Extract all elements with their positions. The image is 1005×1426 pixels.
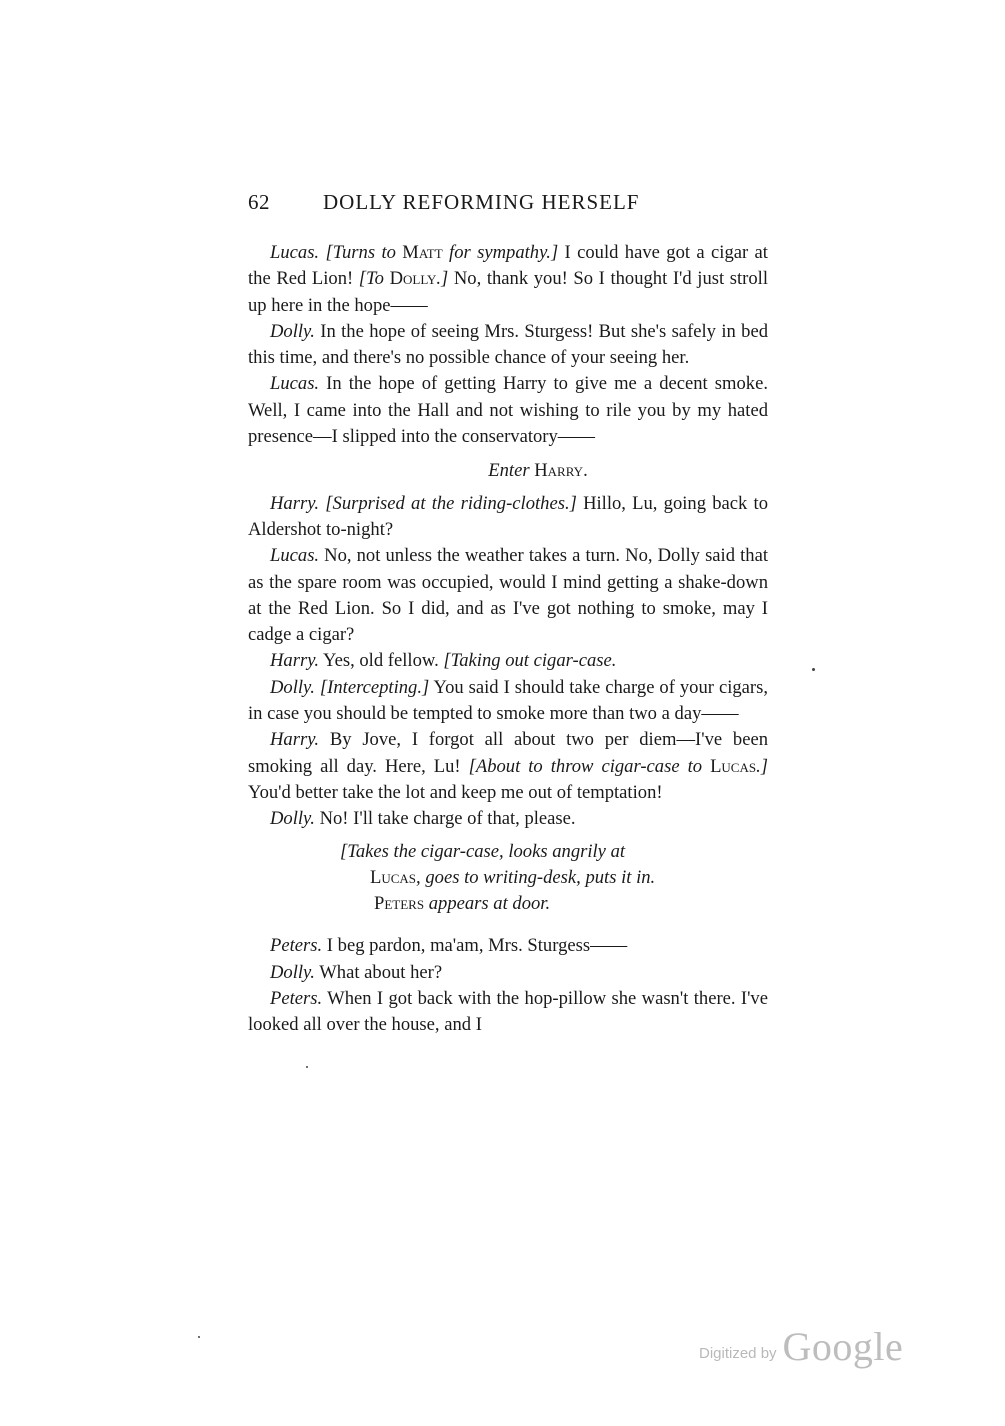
speaker-name: Lucas. (270, 373, 320, 395)
speech-paragraph (248, 806, 768, 832)
speaker-name: Harry. (270, 650, 320, 672)
dialogue: No! I'll take charge of that, please. (314, 808, 576, 830)
entrance-direction: Enter Harry. (488, 460, 588, 482)
dialogue: By Jove, I forgot all about two per diem—I've been smoking all day. Here, Lu! (248, 729, 768, 777)
speech-paragraph (248, 371, 768, 450)
dialogue: You'd better take the lot and keep me out of temptation! (248, 781, 663, 803)
play-text (248, 240, 768, 1039)
stage-direction: [To Dolly.] (358, 268, 449, 290)
speaker-name: Peters. (270, 935, 323, 957)
stage-direction: [Intercepting.] (319, 676, 430, 698)
dialogue: I beg pardon, ma'am, Mrs. Sturgess—— (322, 935, 628, 957)
dialogue: In the hope of seeing Mrs. Sturgess! But she's safely in bed this time, and there's no possible chance of your seeing her. (248, 320, 768, 369)
speech-paragraph (248, 543, 768, 648)
speech-paragraph (248, 933, 768, 959)
speech-paragraph (248, 986, 768, 1039)
character-name: Matt (402, 242, 443, 263)
stage-direction-block: [Takes the cigar-case, looks angrily at Lucas, goes to writing-desk, puts it in. Peters appears at door. (340, 840, 656, 915)
page-number: 62 (248, 190, 270, 214)
speech-paragraph (248, 675, 768, 728)
speaker-name: Dolly. (270, 676, 315, 698)
dialogue: I could have got a cigar at the Red Lion! (248, 242, 768, 290)
speaker-name: Dolly. (270, 808, 315, 830)
speech-paragraph (248, 319, 768, 372)
character-name: Peters (374, 893, 425, 915)
stage-direction: [About to throw cigar-case to Lucas.] (468, 755, 768, 777)
speech-paragraph (248, 240, 768, 319)
dialogue: When I got back with the hop-pillow she wasn't there. I've looked all over the house, and I (248, 988, 768, 1036)
dialogue: Yes, old fellow. (319, 650, 444, 672)
speaker-name: Dolly. (270, 961, 315, 983)
dialogue: No, thank you! So I thought I'd just stroll up here in the hope—— (248, 268, 768, 316)
stage-direction: [Turns to Matt for sympathy.] (325, 242, 559, 263)
speech-paragraph (248, 648, 768, 674)
scan-speck (306, 1066, 308, 1068)
dialogue: What about her? (314, 961, 443, 983)
scan-speck (812, 668, 815, 671)
book-page (248, 190, 768, 1039)
speech-paragraph (248, 491, 768, 544)
character-name: Dolly (389, 268, 437, 290)
running-title: DOLLY REFORMING HERSELF (323, 190, 640, 214)
dialogue: You said I should take charge of your cigars, in case you should be tempted to smoke more than two a day—— (248, 676, 768, 725)
google-logo: Google (782, 1324, 904, 1369)
stage-direction: [Surprised at the riding-clothes.] (325, 492, 577, 514)
speaker-name: Lucas. (270, 242, 320, 263)
speaker-name: Lucas. (270, 545, 320, 567)
speaker-name: Dolly. (270, 320, 315, 342)
character-name: Lucas (710, 755, 757, 777)
watermark-prefix: Digitized by (699, 1345, 777, 1362)
stage-direction: [Taking out cigar-case. (443, 650, 617, 672)
character-name: Harry (534, 460, 584, 482)
scan-speck (198, 1336, 200, 1338)
digitized-by-google-watermark (699, 1320, 903, 1370)
speaker-name: Harry. (270, 492, 320, 514)
dialogue: In the hope of getting Harry to give me a decent smoke. Well, I came into the Hall and not wishing to rile you by my hated presence—I slipped into the conservatory—— (248, 373, 768, 448)
speech-paragraph (248, 960, 768, 986)
speaker-name: Peters. (270, 988, 323, 1010)
speech-paragraph (248, 727, 768, 806)
character-name: Lucas (370, 866, 417, 888)
running-head (248, 190, 768, 218)
dialogue: No, not unless the weather takes a turn. No, Dolly said that as the spare room was occupied, would I mind getting a shake-down at the Red Lion. So I did, and as I've got nothing to smoke, may I cadge a cigar? (248, 545, 768, 646)
speaker-name: Harry. (270, 729, 320, 751)
dialogue: Hillo, Lu, going back to Aldershot to-night? (248, 492, 768, 540)
